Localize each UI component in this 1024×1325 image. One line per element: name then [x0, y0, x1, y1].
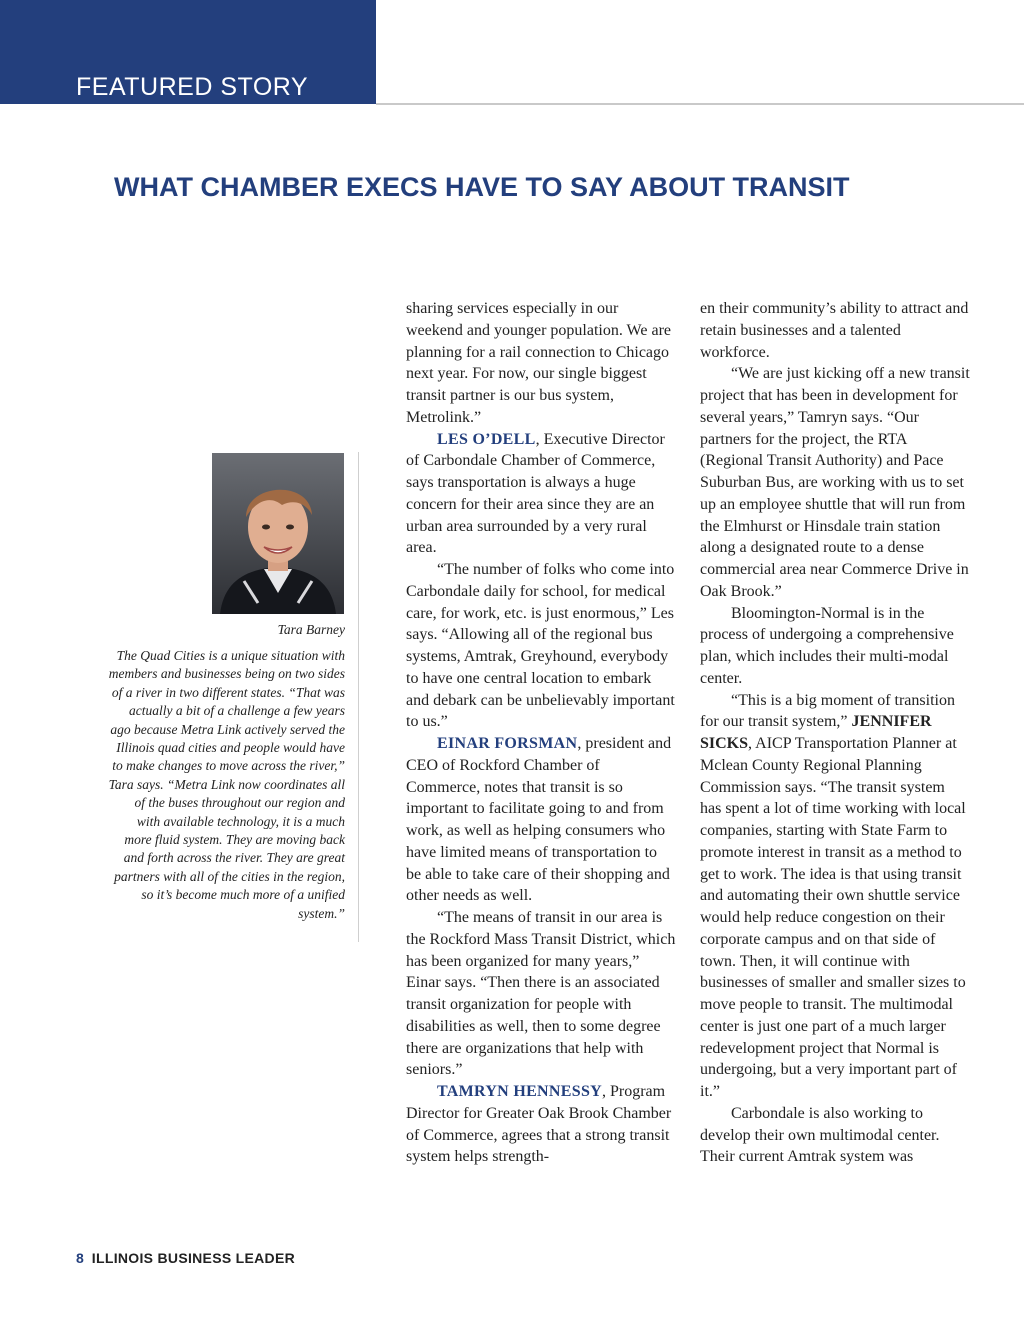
section-banner: [0, 0, 376, 104]
paragraph: [700, 690, 970, 1103]
paragraph: Carbondale is also working to develop their own multimodal center. Their current Amtrak system was: [700, 1104, 940, 1166]
person-name: TAMRYN HENNESSY: [437, 1083, 602, 1100]
article-column-1: [406, 298, 676, 1168]
photo-caption: Tara Barney: [277, 622, 345, 637]
person-name: LES O’DELL: [437, 430, 536, 448]
paragraph-text: “This is a big moment of transition for our transit system,”: [700, 691, 955, 731]
portrait-photo: [212, 453, 344, 614]
paragraph: [406, 1081, 676, 1168]
article-column-2: [700, 298, 970, 1168]
paragraph: sharing services especially in our weekend and younger population. We are planning for a rail connection to Chicago next year. For now, our single biggest transit partner is our bus system, Metrolink.”: [406, 300, 671, 426]
paragraph-text: , Executive Director of Carbondale Chamber of Commerce, says transportation is always a huge concern for their area since they are an urban area surrounded by a very rural area.: [406, 430, 665, 557]
paragraph: [406, 429, 676, 560]
paragraph-text: , Program Director for Greater Oak Brook Chamber of Commerce, agrees that a strong transit system helps strength-: [406, 1083, 672, 1166]
header-rule: [376, 103, 1024, 105]
person-name: JENNIFER SICKS: [700, 713, 932, 752]
sidebar-rule: [358, 452, 359, 942]
page-number: 8: [76, 1250, 84, 1266]
person-name: EINAR FORSMAN: [437, 735, 578, 752]
paragraph: “The means of transit in our area is the Rockford Mass Transit District, which has been organized for many years,” Einar says. “Then there is an associated transit organization for people with disabilities as well, then to some degree there are organizations that help with seniors.”: [406, 909, 676, 1079]
paragraph-text: , AICP Transportation Planner at Mclean County Regional Planning Commission says. “The transit system has spent a lot of time working with local companies, starting with State Farm to promote interest in transit as a method to get to work. The idea is that using transit and automating their own shuttle service would help reduce congestion on their corporate campus and on that side of town. Then, it will continue with businesses of smaller and smaller sizes to move people to transit. The multimodal center is just one part of a much larger redevelopment project that Normal is undergoing, but a very important part of it.”: [700, 735, 966, 1100]
article-headline: WHAT CHAMBER EXECS HAVE TO SAY ABOUT TRANSIT: [114, 172, 850, 202]
publication-name: ILLINOIS BUSINESS LEADER: [91, 1250, 296, 1266]
paragraph: en their community’s ability to attract and retain businesses and a talented workforce.: [700, 300, 969, 361]
paragraph: [406, 733, 676, 907]
section-label: FEATURED STORY: [76, 73, 309, 101]
page-footer: [76, 1250, 295, 1266]
paragraph: “The number of folks who come into Carbondale daily for school, for medical care, for work, etc. is just enormous,” Les says. “Allowing all of the regional bus systems, Amtrak, Greyhound, everybody to have one central location to embark and debark can be unbelievably important to us.”: [406, 561, 675, 731]
paragraph: Bloomington-Normal is in the process of undergoing a comprehensive plan, which includes their multi-modal center.: [700, 604, 954, 687]
paragraph: “We are just kicking off a new transit project that has been in development for several years,” Tamryn says. “Our partners for the project, the RTA (Regional Transit Authority) and Pace Suburban Bus, are working with us to set up an employee shuttle that will run from the Elmhurst or Hinsdale train station along a designated route to a dense commercial area near Commerce Drive in Oak Brook.”: [700, 365, 970, 600]
sidebar-quote: The Quad Cities is a unique situation with members and businesses being on two sides of a river in two different states. “That was actually a bit of a challenge a few years ago because Metra Link actively served the Illinois quad cities and people would have to make changes to move across the river,” Tara says. “Metra Link now coordinates all of the buses throughout our region and with available technology, it is a much more fluid system. They are moving back and forth across the river. They are great partners with all of the cities in the region, so it’s become much more of a unified system.”: [108, 648, 345, 921]
paragraph-text: , president and CEO of Rockford Chamber of Commerce, notes that transit is so important to facilitate going to and from work, as well as helping consumers who have limited means of transportation to be able to take care of their shopping and other needs as well.: [406, 735, 672, 905]
